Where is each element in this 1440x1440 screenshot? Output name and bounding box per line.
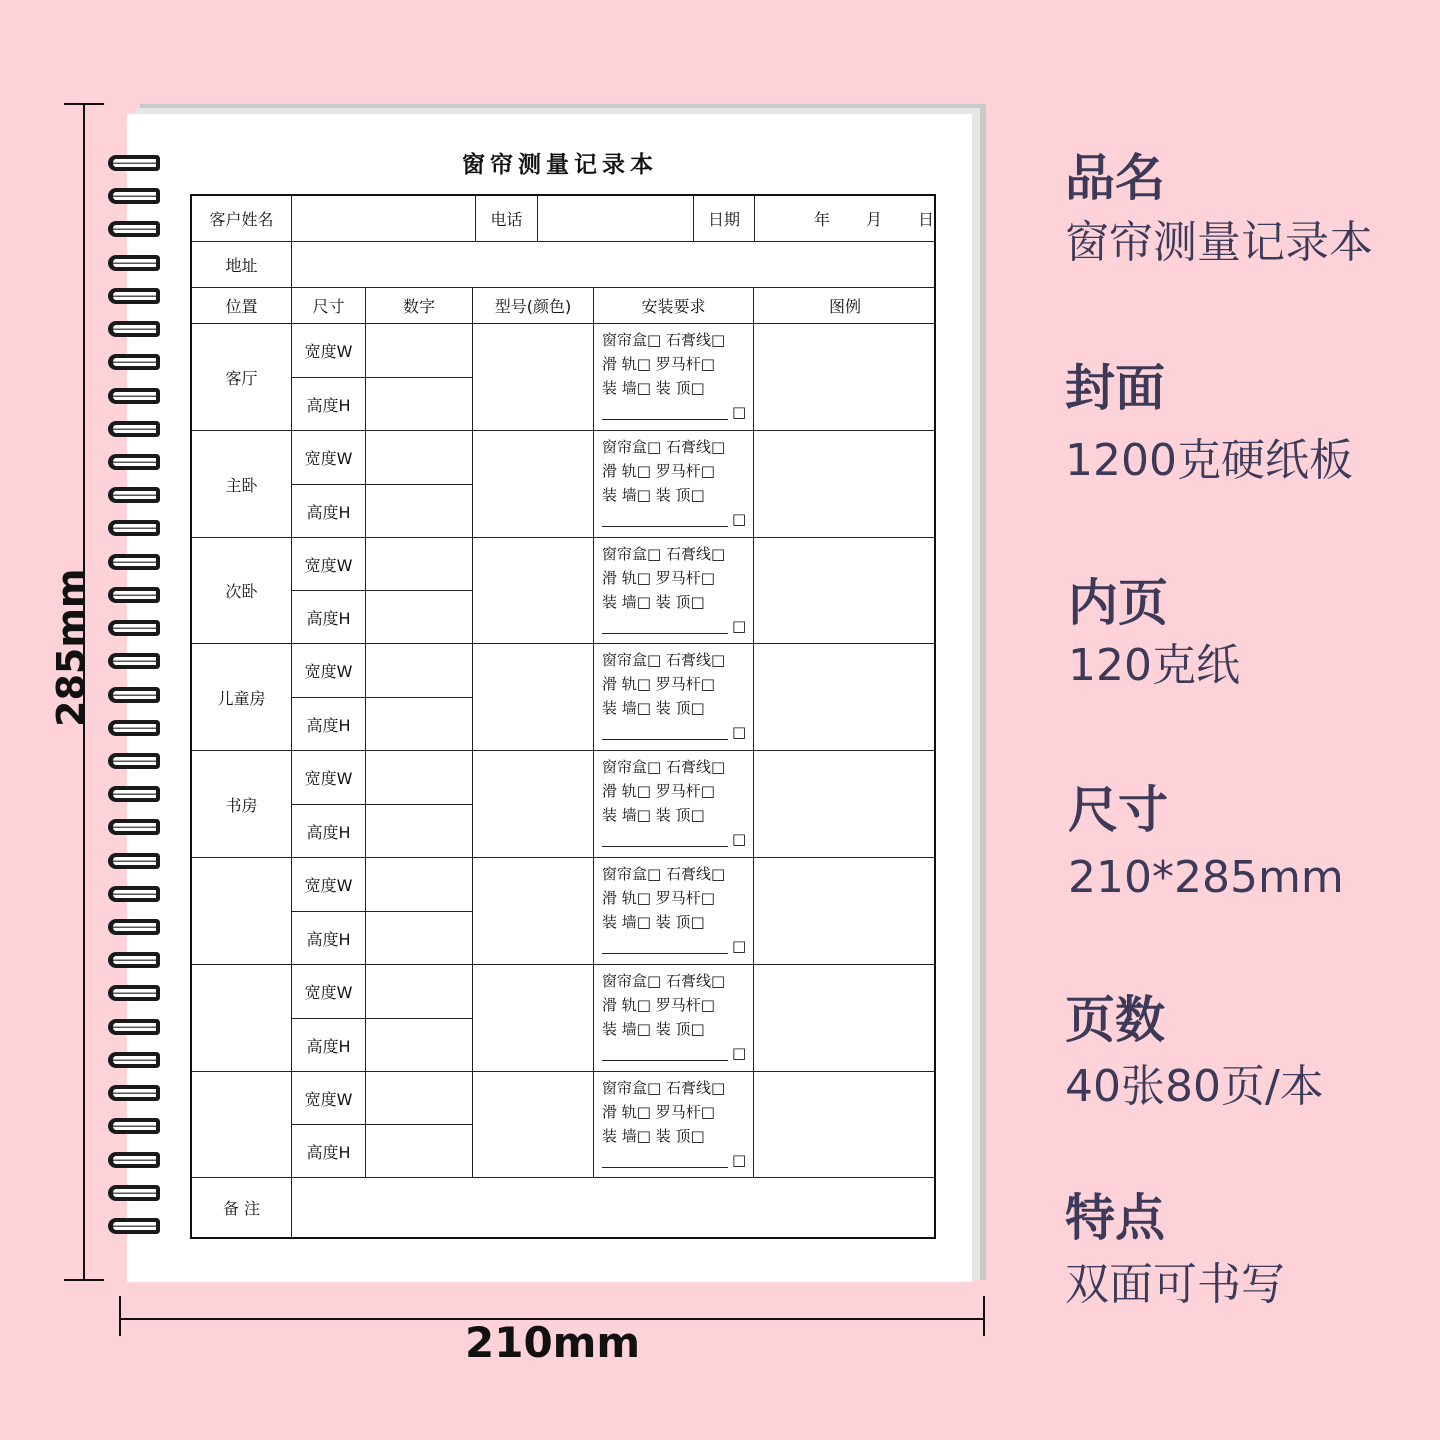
legend-field[interactable]	[754, 324, 936, 431]
model-color-field[interactable]	[473, 965, 594, 1072]
height-value-field[interactable]	[366, 591, 473, 644]
install-option-line[interactable]: 装 墙□ 装 顶□	[602, 699, 705, 717]
install-checklist	[602, 542, 746, 638]
install-option-line[interactable]: 装 墙□ 装 顶□	[602, 913, 705, 931]
width-label: 宽度W	[292, 858, 366, 912]
install-other-line[interactable]	[602, 720, 746, 744]
install-option-line[interactable]: 滑 轨□ 罗马杆□	[602, 569, 715, 587]
install-checklist	[602, 969, 746, 1065]
spec-size-value: 210*285mm	[1068, 852, 1344, 903]
install-option-line[interactable]: 滑 轨□ 罗马杆□	[602, 675, 715, 693]
install-checklist	[602, 1076, 746, 1172]
header-legend: 图例	[754, 288, 936, 324]
spec-feature-value: 双面可书写	[1065, 1259, 1285, 1310]
height-value-field[interactable]	[366, 805, 473, 858]
spiral-ring	[108, 620, 160, 636]
spec-pages-value: 40张80页/本	[1065, 1061, 1324, 1112]
spiral-ring	[108, 421, 160, 437]
width-value-field[interactable]	[366, 431, 473, 485]
spec-feature-label: 特点	[1065, 1189, 1165, 1247]
remarks-label: 备 注	[192, 1178, 292, 1237]
legend-field[interactable]	[754, 751, 936, 858]
install-other-line[interactable]	[602, 507, 746, 531]
width-label: 宽度W	[292, 1072, 366, 1125]
width-dimension-tick-left	[119, 1296, 121, 1336]
spiral-ring	[108, 1052, 160, 1068]
spiral-ring	[108, 554, 160, 570]
install-other-checkbox[interactable]: □	[732, 510, 747, 528]
height-value-field[interactable]	[366, 912, 473, 965]
spiral-ring	[108, 487, 160, 503]
install-option-line[interactable]: 装 墙□ 装 顶□	[602, 593, 705, 611]
width-dimension-label: 210mm	[465, 1318, 641, 1367]
install-option-line[interactable]: 窗帘盒□ 石膏线□	[602, 331, 726, 349]
height-dimension-tick-top	[64, 103, 104, 105]
header-number: 数字	[366, 288, 473, 324]
room-label: 主卧	[192, 431, 292, 538]
spec-name-label: 品名	[1065, 149, 1165, 207]
install-option-line[interactable]: 装 墙□ 装 顶□	[602, 1127, 705, 1145]
install-other-checkbox[interactable]: □	[732, 617, 747, 635]
install-other-checkbox[interactable]: □	[732, 937, 747, 955]
install-other-blank[interactable]	[602, 1046, 728, 1061]
form-title: 窗帘测量记录本	[462, 152, 658, 178]
width-value-field[interactable]	[366, 965, 473, 1019]
install-option-line[interactable]: 滑 轨□ 罗马杆□	[602, 462, 715, 480]
spiral-ring	[108, 985, 160, 1001]
spiral-ring	[108, 853, 160, 869]
height-label: 高度H	[292, 912, 366, 965]
height-label: 高度H	[292, 591, 366, 644]
spec-pages-label: 页数	[1065, 991, 1165, 1049]
spiral-ring	[108, 1152, 160, 1168]
spiral-ring	[108, 188, 160, 204]
spec-name-value: 窗帘测量记录本	[1065, 217, 1373, 268]
header-model: 型号(颜色)	[473, 288, 594, 324]
install-option-line[interactable]: 装 墙□ 装 顶□	[602, 806, 705, 824]
model-color-field[interactable]	[473, 644, 594, 751]
address-field[interactable]	[292, 242, 936, 288]
spiral-ring	[108, 786, 160, 802]
spiral-ring	[108, 952, 160, 968]
install-option-line[interactable]: 窗帘盒□ 石膏线□	[602, 972, 726, 990]
spec-cover	[1065, 348, 1353, 488]
width-label: 宽度W	[292, 538, 366, 591]
height-value-field[interactable]	[366, 1019, 473, 1072]
legend-field[interactable]	[754, 431, 936, 538]
date-unit-label: 年	[813, 210, 830, 229]
width-label: 宽度W	[292, 324, 366, 378]
width-value-field[interactable]	[366, 1072, 473, 1125]
legend-field[interactable]	[754, 965, 936, 1072]
install-checklist	[602, 862, 746, 958]
install-option-line[interactable]: 滑 轨□ 罗马杆□	[602, 996, 715, 1014]
spec-size-label: 尺寸	[1068, 781, 1168, 839]
install-other-line[interactable]	[602, 400, 746, 424]
install-options	[594, 965, 754, 1072]
install-other-line[interactable]	[602, 1148, 746, 1172]
install-option-line[interactable]: 装 墙□ 装 顶□	[602, 1020, 705, 1038]
width-label: 宽度W	[292, 644, 366, 698]
install-other-blank[interactable]	[602, 832, 728, 847]
header-location: 位置	[192, 288, 292, 324]
room-label	[192, 965, 292, 1072]
header-size: 尺寸	[292, 288, 366, 324]
phone-field[interactable]	[538, 196, 694, 242]
spiral-ring	[108, 288, 160, 304]
install-option-line[interactable]: 窗帘盒□ 石膏线□	[602, 865, 726, 883]
spiral-ring	[108, 1085, 160, 1101]
legend-field[interactable]	[754, 1072, 936, 1178]
install-option-line[interactable]: 滑 轨□ 罗马杆□	[602, 1103, 715, 1121]
install-option-line[interactable]: 窗帘盒□ 石膏线□	[602, 1079, 726, 1097]
install-other-blank[interactable]	[602, 725, 728, 740]
install-other-line[interactable]	[602, 1041, 746, 1065]
install-options	[594, 324, 754, 431]
date-field[interactable]	[755, 196, 936, 242]
install-checklist	[602, 435, 746, 531]
install-other-line[interactable]	[602, 934, 746, 958]
spiral-ring	[108, 221, 160, 237]
install-other-checkbox[interactable]: □	[732, 1044, 747, 1062]
height-value-field[interactable]	[366, 698, 473, 751]
width-value-field[interactable]	[366, 324, 473, 378]
install-options	[594, 1072, 754, 1178]
spiral-ring	[108, 388, 160, 404]
spec-feature	[1065, 1178, 1285, 1312]
width-value-field[interactable]	[366, 858, 473, 912]
spiral-ring	[108, 321, 160, 337]
model-color-field[interactable]	[473, 324, 594, 431]
phone-label: 电话	[476, 196, 538, 242]
install-option-line[interactable]: 窗帘盒□ 石膏线□	[602, 545, 726, 563]
date-label: 日期	[694, 196, 755, 242]
spiral-ring	[108, 255, 160, 271]
spiral-ring	[108, 587, 160, 603]
install-option-line[interactable]: 窗帘盒□ 石膏线□	[602, 438, 726, 456]
install-checklist	[602, 328, 746, 424]
legend-field[interactable]	[754, 644, 936, 751]
address-label: 地址	[192, 242, 292, 288]
model-color-field[interactable]	[473, 751, 594, 858]
height-label: 高度H	[292, 698, 366, 751]
install-other-checkbox[interactable]: □	[732, 403, 747, 421]
spiral-ring	[108, 687, 160, 703]
install-checklist	[602, 648, 746, 744]
room-label	[192, 858, 292, 965]
install-other-blank[interactable]	[602, 512, 728, 527]
install-other-blank[interactable]	[602, 619, 728, 634]
height-dimension-tick-bottom	[64, 1279, 104, 1281]
install-other-line[interactable]	[602, 614, 746, 638]
height-dimension-label: 285mm	[49, 568, 93, 727]
width-label: 宽度W	[292, 751, 366, 805]
spec-cover-label: 封面	[1065, 359, 1165, 417]
spiral-ring	[108, 753, 160, 769]
install-other-blank[interactable]	[602, 1153, 728, 1168]
spiral-ring	[108, 520, 160, 536]
install-other-blank[interactable]	[602, 405, 728, 420]
install-options	[594, 644, 754, 751]
spiral-ring	[108, 653, 160, 669]
measurement-form	[190, 194, 936, 1239]
customer-name-label: 客户姓名	[192, 196, 292, 242]
width-value-field[interactable]	[366, 644, 473, 698]
date-unit-label: 日	[917, 210, 934, 229]
model-color-field[interactable]	[473, 538, 594, 644]
install-option-line[interactable]: 滑 轨□ 罗马杆□	[602, 889, 715, 907]
model-color-field[interactable]	[473, 431, 594, 538]
spec-inner-label: 内页	[1068, 574, 1168, 632]
model-color-field[interactable]	[473, 858, 594, 965]
spec-cover-value: 1200克硬纸板	[1065, 435, 1353, 486]
legend-field[interactable]	[754, 538, 936, 644]
spiral-ring	[108, 886, 160, 902]
spiral-ring	[108, 1185, 160, 1201]
install-option-line[interactable]: 窗帘盒□ 石膏线□	[602, 651, 726, 669]
room-label	[192, 1072, 292, 1178]
spec-name	[1065, 138, 1373, 270]
spiral-ring	[108, 1019, 160, 1035]
install-option-line[interactable]: 装 墙□ 装 顶□	[602, 486, 705, 504]
install-options	[594, 538, 754, 644]
install-other-blank[interactable]	[602, 939, 728, 954]
install-other-line[interactable]	[602, 827, 746, 851]
width-value-field[interactable]	[366, 751, 473, 805]
install-other-checkbox[interactable]: □	[732, 723, 747, 741]
spiral-ring	[108, 819, 160, 835]
height-value-field[interactable]	[366, 1125, 473, 1178]
install-option-line[interactable]: 滑 轨□ 罗马杆□	[602, 355, 715, 373]
spec-size	[1068, 770, 1344, 903]
install-options	[594, 858, 754, 965]
height-label: 高度H	[292, 485, 366, 538]
install-other-checkbox[interactable]: □	[732, 1151, 747, 1169]
remarks-field[interactable]	[292, 1178, 936, 1237]
spec-inner-value: 120克纸	[1068, 640, 1240, 691]
spiral-ring	[108, 454, 160, 470]
width-value-field[interactable]	[366, 538, 473, 591]
height-label: 高度H	[292, 1019, 366, 1072]
height-label: 高度H	[292, 378, 366, 431]
install-option-line[interactable]: 装 墙□ 装 顶□	[602, 379, 705, 397]
spiral-ring	[108, 1218, 160, 1234]
legend-field[interactable]	[754, 858, 936, 965]
room-label: 客厅	[192, 324, 292, 431]
header-install: 安装要求	[594, 288, 754, 324]
room-label: 儿童房	[192, 644, 292, 751]
install-other-checkbox[interactable]: □	[732, 830, 747, 848]
room-label: 书房	[192, 751, 292, 858]
width-dimension-tick-right	[983, 1296, 985, 1336]
install-option-line[interactable]: 滑 轨□ 罗马杆□	[602, 782, 715, 800]
install-options	[594, 431, 754, 538]
height-value-field[interactable]	[366, 485, 473, 538]
customer-name-field[interactable]	[292, 196, 476, 242]
model-color-field[interactable]	[473, 1072, 594, 1178]
date-unit-label: 月	[865, 210, 882, 229]
spiral-ring	[108, 354, 160, 370]
spiral-ring	[108, 720, 160, 736]
width-label: 宽度W	[292, 965, 366, 1019]
install-option-line[interactable]: 窗帘盒□ 石膏线□	[602, 758, 726, 776]
spec-pages	[1065, 980, 1324, 1114]
spec-inner	[1068, 563, 1240, 693]
spiral-ring	[108, 919, 160, 935]
height-value-field[interactable]	[366, 378, 473, 431]
height-label: 高度H	[292, 805, 366, 858]
room-label: 次卧	[192, 538, 292, 644]
height-label: 高度H	[292, 1125, 366, 1178]
width-label: 宽度W	[292, 431, 366, 485]
spiral-ring	[108, 1118, 160, 1134]
install-options	[594, 751, 754, 858]
install-checklist	[602, 755, 746, 851]
